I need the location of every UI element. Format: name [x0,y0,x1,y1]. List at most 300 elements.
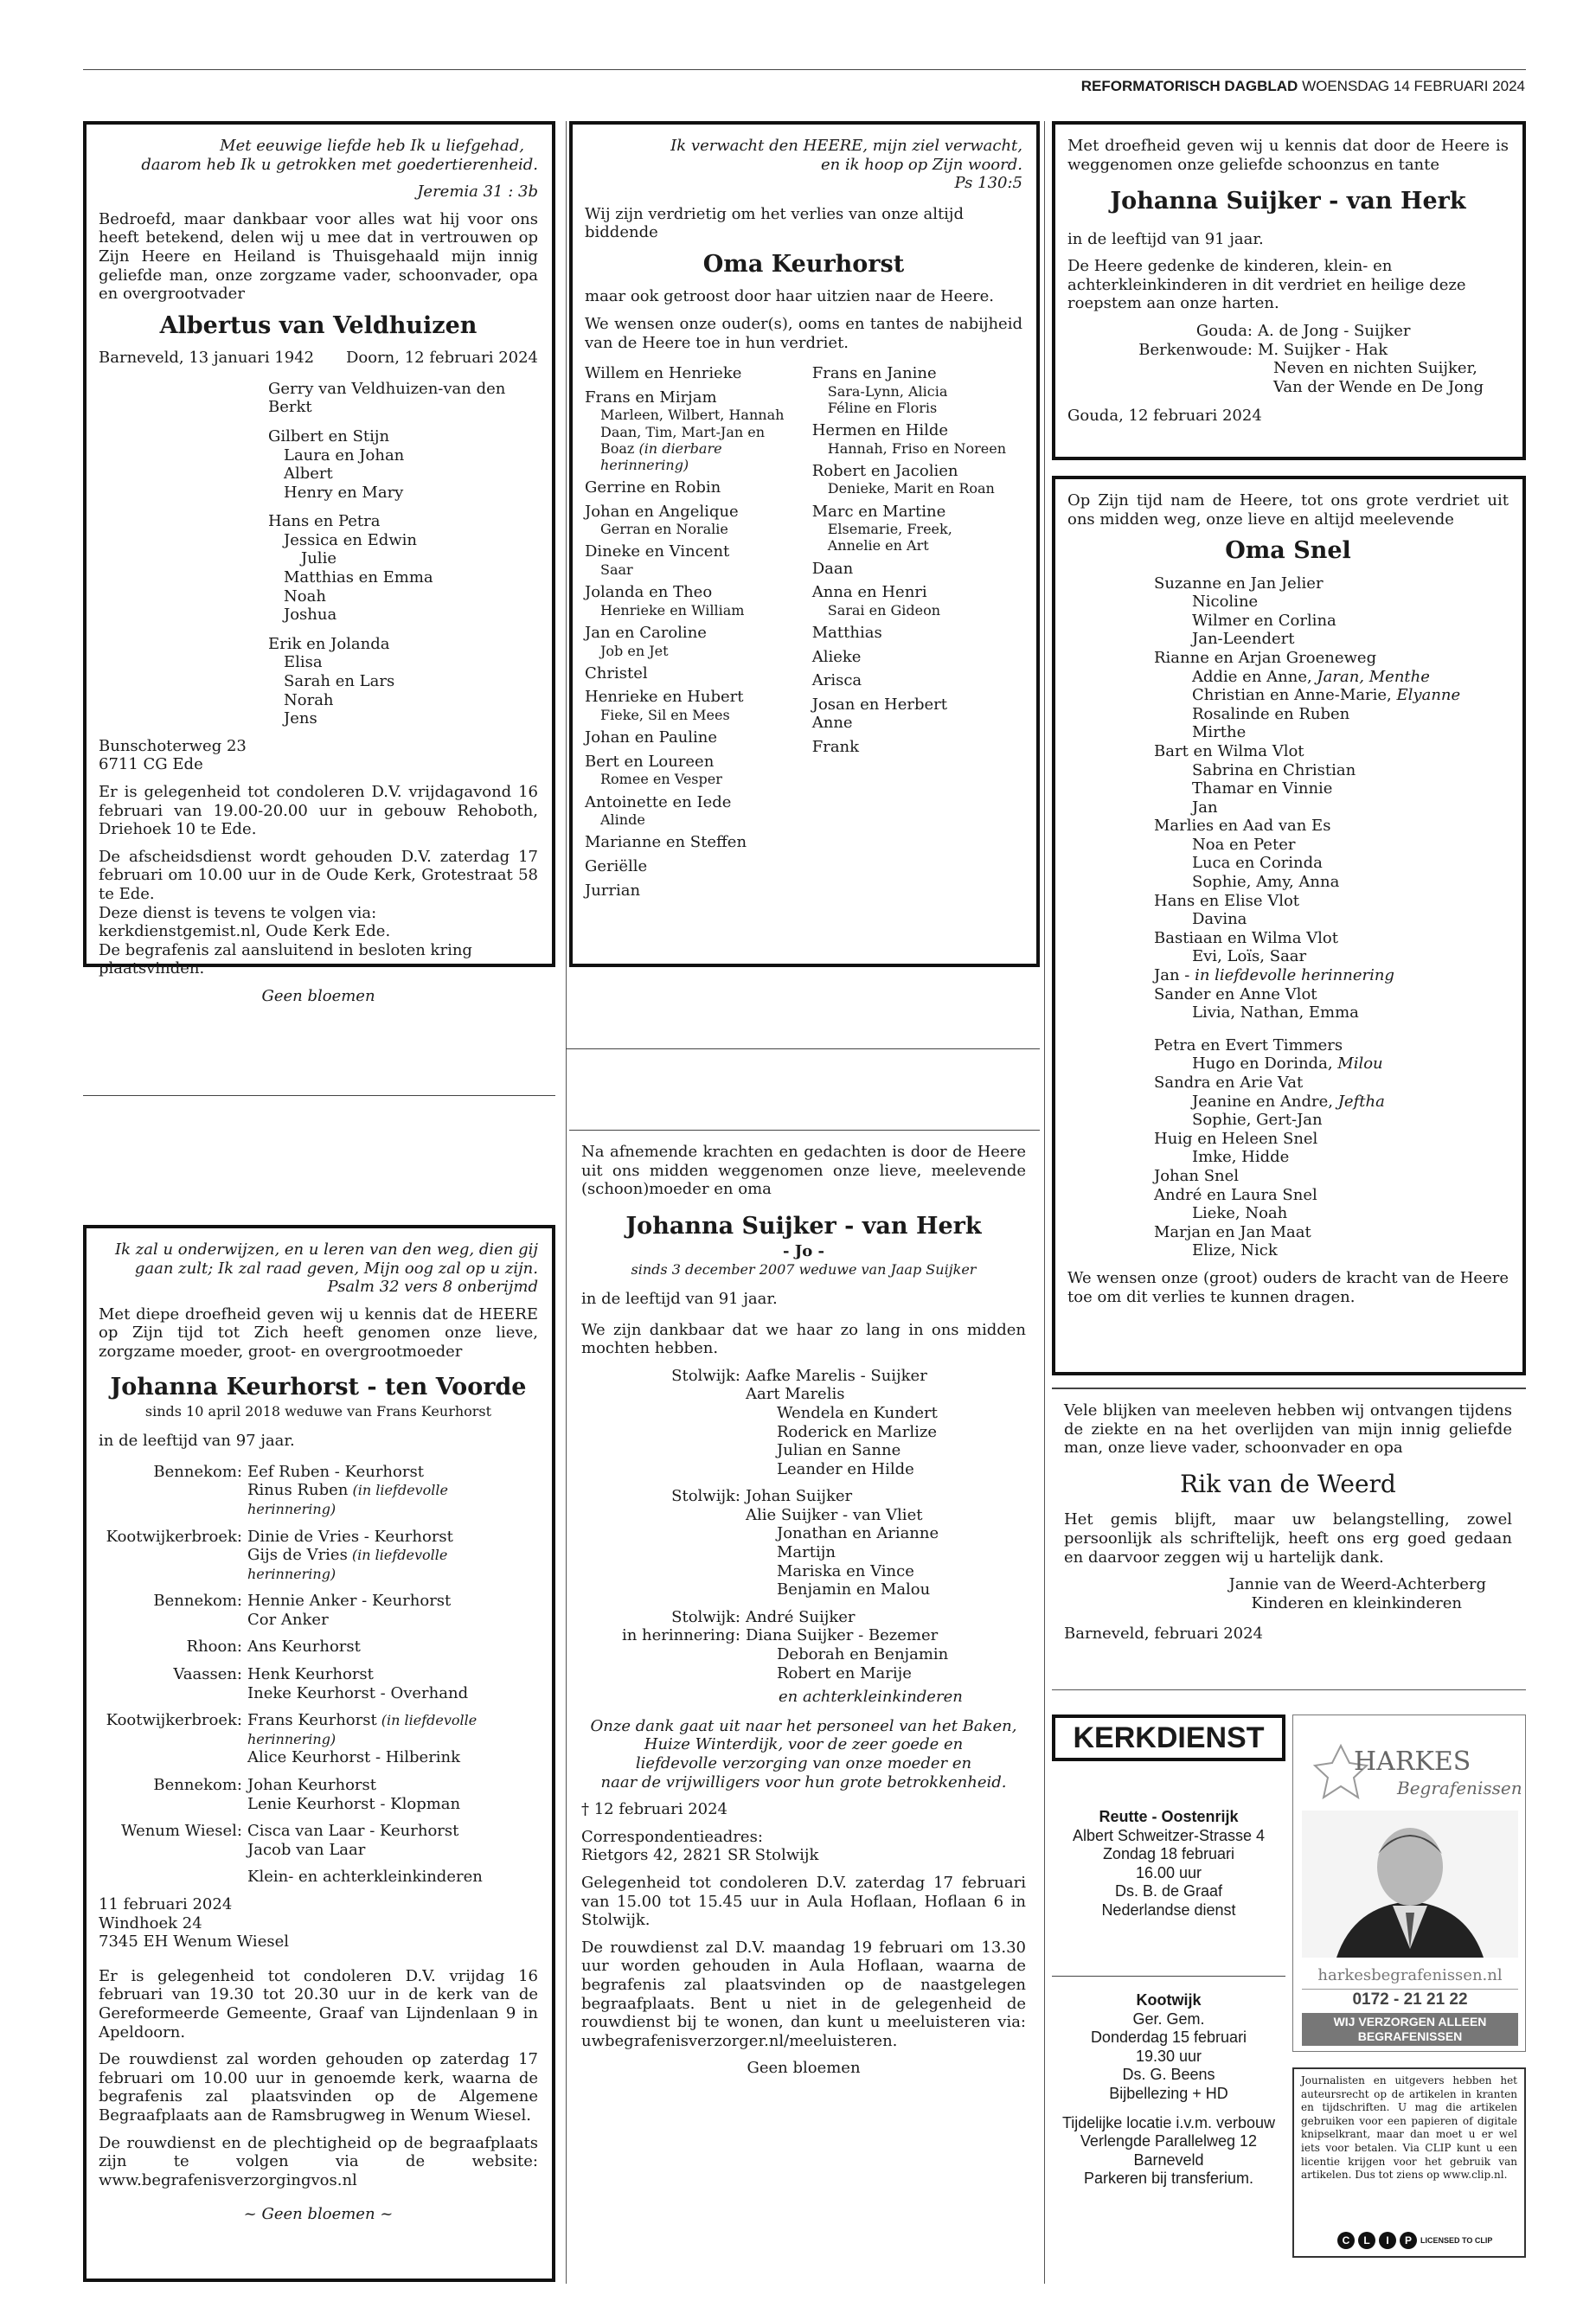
column-divider [566,121,567,2284]
slogan-line: BEGRAFENISSEN [1357,2029,1463,2043]
death-date: † 12 februari 2024 [581,1800,728,1819]
family-place [581,1506,746,1525]
family-name: Dinie de Vries - Keurhorst [247,1527,453,1546]
family-member: Imke, Hidde [1192,1148,1290,1167]
family-note: (in liefdevolle herinnering) [247,1712,478,1747]
family-row [581,1367,1026,1386]
family-member: Jurrian [585,881,641,900]
family-row [1067,359,1509,378]
service-line: Bijbellezing + HD [1109,2084,1228,2102]
condolence-text: Er is gelegenheid tot condoleren D.V. vrijdagavond 16 februari van 19.00-20.00 uur in gebouw Rehoboth, Driehoek 10 te Ede. [99,783,538,839]
family-name: Gijs de Vries (in liefdevolle herinnering) [247,1546,448,1582]
widow-text: sinds 3 december 2007 weduwe van Jaap Suijker [631,1260,977,1278]
family-row [581,1626,1026,1645]
family-note: (in dierbare herinnering) [600,439,722,473]
family-member: Elsemarie, Freek, [827,521,952,538]
family-place: Kootwijkerbroek: [106,1527,242,1546]
condolence-text: Er is gelegenheid tot condoleren D.V. vrijdag 16 februari van 19.30 tot 20.30 uur in de kerk van de Gereformeerde Gemeente, Graaf van Lijndenlaan 9 in Apeldoorn. [99,1966,538,2041]
clip-c-icon: C [1337,2232,1355,2249]
page-header [1081,78,1525,95]
clip-p-icon: P [1400,2232,1417,2249]
clip-l-icon: L [1358,2232,1375,2249]
intro-text: Wij zijn verdrietig om het verlies van onze altijd biddende [585,204,965,242]
family-place: Wenum Wiesel: [121,1822,242,1841]
family-member: Julie [301,549,337,568]
family-row [99,1528,538,1547]
family-member: Henrieke en Hubert [585,688,744,707]
family-member: Gerry van Veldhuizen-van den Berkt [268,379,506,417]
family-list [581,1367,1026,1683]
family-note: Jeftha [1332,1092,1385,1111]
family-row [1067,378,1509,397]
staff-thanks: liefdevolle verzorging van onze moeder en [635,1754,972,1773]
family-member: Dineke en Vincent [585,542,730,561]
family-member: Davina [1192,910,1247,929]
family-place [581,1664,746,1683]
deceased-name: Albertus van Veldhuizen [159,311,478,339]
deceased-name: Johanna Suijker - van Herk [1110,188,1466,215]
family-row [581,1608,1026,1627]
family-name: Neven en nichten Suijker, [1273,359,1477,378]
clip-licensed: LICENSED TO CLIP [1420,2235,1493,2245]
family-name: Lenie Keurhorst - Klopman [247,1794,461,1813]
family-member: Saar [600,561,633,579]
comfort-text: maar ook getroost door haar uitzien naar de Heere. [585,287,994,306]
family-name: Julian en Sanne [777,1441,901,1460]
family-member: Alieke [811,647,862,666]
family-column [585,364,812,900]
family-name: Martijn [777,1543,836,1562]
family-member: Mirthe [1192,723,1247,742]
family-place: Stolwijk: [671,1366,740,1385]
family-row [99,1822,538,1841]
family-name: Klein- en achterkleinkinderen [247,1868,483,1887]
family-member: Marlies en Aad van Es [1154,817,1331,836]
family-row [581,1506,1026,1525]
family-place [581,1404,746,1423]
service-line: Nederlandse dienst [1101,1900,1236,1919]
family-place: Kootwijkerbroek: [106,1711,242,1730]
thanks-text: Het gemis blijft, maar uw belangstelling, zowel persoonlijk als schriftelijk, heeft ons erg goed gedaan en daarvoor zeggen wij u hartelijk dank. [1064,1510,1512,1567]
address: Windhoek 24 [99,1913,202,1932]
family-member: Boaz (in dierbare herinnering) [600,439,722,473]
verse-ref: Ps 130:5 [954,174,1022,193]
intro-text: Op Zijn tijd nam de Heere, tot ons grote verdriet uit ons midden weg, onze lieve en altijd meelevende [1067,491,1509,529]
family-member: Petra en Evert Timmers [1154,1035,1343,1054]
harkes-slogan [1302,2013,1518,2046]
column-divider [1044,121,1045,2284]
family-member: Bastiaan en Wilma Vlot [1154,928,1338,947]
family-member: Elize, Nick [1192,1241,1278,1260]
stream-text: Deze dienst is tevens te volgen via: kerkdienstgemist.nl, Oude Kerk Ede. [99,903,391,941]
family-member: Lieke, Noah [1192,1204,1288,1223]
birth-date: Barneveld, 13 januari 1942 [99,349,315,368]
family-member: Bart en Wilma Vlot [1154,741,1304,760]
wish-text: We wensen onze ouder(s), ooms en tantes de nabijheid van de Heere toe in hun verdriet. [585,314,1022,352]
family-member: Albert [284,465,333,484]
verse: Met eeuwige liefde heb Ik u liefgehad, [220,137,524,155]
age-text: in de leeftijd van 97 jaar. [99,1432,295,1451]
flowers-note: ~ Geen bloemen ~ [243,2205,394,2224]
family-member: Sarah en Lars [284,672,395,691]
family-name: A. de Jong - Suijker [1258,321,1411,340]
family-member: Denieke, Marit en Roan [827,480,995,497]
harkes-phone: 0172 - 21 21 22 [1352,1990,1468,2009]
family-place: in herinnering: [621,1626,740,1645]
notice-albertus-van-veldhuizen [83,121,555,1005]
family-name: M. Suijker - Hak [1258,340,1388,359]
divider [1052,1976,1285,1977]
address: Bunschoterweg 23 [99,736,247,755]
paper-name: REFORMATORISCH DAGBLAD [1080,78,1298,94]
family-member: Rosalinde en Ruben [1192,704,1350,723]
family-member: Jan [1192,798,1218,817]
family-member: Job en Jet [600,642,669,659]
family-place [581,1562,746,1581]
family-row [581,1580,1026,1599]
family-note: (in liefdevolle herinnering) [247,1547,448,1582]
family-member: Geriëlle [585,856,648,875]
family-row [581,1543,1026,1562]
family-name: Benjamin en Malou [777,1580,931,1599]
family-name: Eef Ruben - Keurhorst [247,1462,424,1481]
family-member: Marjan en Jan Maat [1154,1222,1311,1241]
family-member: Jan-Leendert [1192,630,1295,649]
family-row [581,1404,1026,1423]
family-member: Noah [284,586,326,606]
family-place [581,1580,746,1599]
family-member: Sophie, Gert-Jan [1192,1111,1323,1130]
family-member: Sandra en Arie Vat [1154,1074,1304,1093]
family-list [99,1463,538,1887]
family-row [581,1562,1026,1581]
family-name: Jonathan en Arianne [777,1524,939,1543]
header-rule [83,69,1526,70]
family-row [99,1611,538,1630]
deceased-name: Oma Snel [1225,537,1351,565]
intro-text: Met diepe droefheid geven wij u kennis dat de HEERE op Zijn tijd tot Zich heeft genomen onze lieve, zorgzame moeder, groot- en overgrootmoeder [99,1304,538,1361]
family-place: Stolwijk: [671,1487,740,1506]
place-date: Barneveld, februari 2024 [1064,1625,1264,1644]
flowers-note: Geen bloemen [261,986,375,1005]
family-place [99,1748,247,1767]
condolence-text: Gelegenheid tot condoleren D.V. zaterdag 17 februari van 15.00 tot 15.45 uur in Aula Hoflaan, Hoflaan 6 in Stolwijk. [581,1873,1026,1930]
family-member: Robert en Jacolien [811,461,958,480]
family-member: Christian en Anne-Marie, Elyanne [1192,686,1461,705]
family-place [581,1423,746,1442]
family-member: Fieke, Sil en Mees [600,706,730,723]
family-name: Cor Anker [247,1610,329,1629]
family-name: Alie Suijker - van Vliet [746,1505,923,1524]
family-name: Hennie Anker - Keurhorst [247,1592,452,1611]
family-member: Noa en Peter [1192,835,1296,854]
family-member: Joshua [284,606,337,625]
family-place [99,1684,247,1703]
family-note: Jaran, Menthe [1311,667,1430,686]
paper-date: WOENSDAG 14 FEBRUARI 2024 [1302,78,1525,94]
service-line: Ds. B. de Graaf [1114,1882,1223,1900]
verse: gaan zult; Ik zal raad geven, Mijn oog zal op u zijn. [134,1259,538,1278]
family-member: Antoinette en Iede [585,792,732,811]
deceased-name: Oma Keurhorst [702,250,905,278]
service-line: 19.30 uur [1135,2047,1202,2065]
family-member: Frans en Mirjam [585,388,717,407]
family-member: Hannah, Friso en Noreen [827,439,1007,457]
family-name: Ineke Keurhorst - Overhand [247,1683,469,1702]
family-place [99,1481,247,1518]
family-name: Henk Keurhorst [247,1665,374,1684]
burial-text: De begrafenis zal aansluitend in besloten kring plaatsvinden. [99,940,472,978]
family-place: Gouda: [1195,321,1253,340]
family-member: Jeanine en Andre, Jeftha [1192,1092,1385,1111]
service-line: 16.00 uur [1135,1863,1202,1881]
family-note: (in liefdevolle herinnering) [247,1482,448,1517]
family-row [1067,322,1509,341]
notice-johanna-suijker-family [1052,121,1526,460]
address: 6711 CG Ede [99,755,203,774]
family-place [99,1868,247,1887]
family-name: Leander en Hilde [777,1459,914,1478]
grandchildren-text: en achterkleinkinderen [779,1688,963,1707]
family-place: Rhoon: [186,1638,242,1657]
verse-ref: Psalm 32 vers 8 onberijmd [327,1278,538,1297]
family-list [99,380,538,728]
family-place [99,1841,247,1860]
family-note: Elyanne [1391,686,1461,705]
service-line: Tijdelijke locatie i.v.m. verbouw [1061,2113,1276,2131]
death-date: Doorn, 12 februari 2024 [345,349,538,368]
family-place [99,1611,247,1630]
signature: Jannie van de Weerd-Achterberg [1228,1575,1486,1594]
family-member: Gerran en Noralie [600,521,728,538]
harkes-logo-sub: Begrafenissen [1397,1778,1522,1798]
family-member: Hans en Petra [268,512,381,531]
family-member: Addie en Anne, Jaran, Menthe [1192,667,1430,686]
verse: daarom heb Ik u getrokken met goedertierenheid. [141,155,538,174]
slogan-line: WIJ VERZORGEN ALLEEN [1333,2015,1487,2029]
family-member: Sander en Anne Vlot [1154,984,1317,1003]
thanks-text: We zijn dankbaar dat we haar zo lang in ons midden mochten hebben. [581,1320,1026,1358]
family-row [99,1748,538,1767]
harkes-ad [1292,1715,1526,2052]
family-name: Diana Suijker - Bezemer [746,1626,939,1645]
family-name: Ans Keurhorst [247,1638,361,1657]
family-member: Sophie, Amy, Anna [1192,873,1340,892]
family-name: Van der Wende en De Jong [1273,377,1484,396]
clip-logo [1337,2232,1492,2249]
family-member: Daan [811,559,854,578]
family-name: Johan Keurhorst [247,1776,377,1795]
family-place: Bennekom: [153,1462,242,1481]
family-member: Marc en Martine [811,502,946,521]
family-member: Marianne en Steffen [585,833,747,852]
family-member: Hans en Elise Vlot [1154,891,1300,910]
family-member: Jens [284,709,317,728]
family-member: Jan - in liefdevolle herinnering [1154,966,1394,985]
family-member: Jan en Caroline [585,624,707,643]
family-name: Aart Marelis [746,1385,845,1404]
family-member: Bert en Loureen [585,752,715,771]
address: 7345 EH Wenum Wiesel [99,1932,289,1952]
family-member: Willem en Henrieke [585,364,742,383]
family-member: Sarai en Gideon [827,601,941,619]
family-member: Sabrina en Christian [1192,760,1356,779]
service-line: Verlengde Parallelweg 12 [1080,2132,1258,2150]
family-member: Henry en Mary [284,483,404,502]
family-row [99,1795,538,1814]
family-member: Nicoline [1192,593,1259,612]
family-note: in liefdevolle herinnering [1189,966,1394,985]
family-member: Matthias [811,624,882,643]
family-member: Johan Snel [1154,1166,1240,1185]
divider [83,1095,555,1096]
family-member: Suzanne en Jan Jelier [1154,574,1324,593]
staff-thanks: Onze dank gaat uit naar het personeel van het Baken, [590,1716,1017,1735]
deceased-name: Johanna Suijker - van Herk [625,1212,982,1240]
family-member: Daan, Tim, Mart-Jan en [600,423,766,440]
family-member: Matthias en Emma [284,568,433,587]
family-member: Alinde [600,811,645,829]
harkes-url[interactable]: harkesbegrafenissen.nl [1302,1966,1518,1990]
family-name: Aafke Marelis - Suijker [746,1366,927,1385]
family-row [581,1441,1026,1460]
family-name: André Suijker [746,1607,856,1626]
stream-text: De rouwdienst en de plechtigheid op de begraafplaats zijn te volgen via de website: www.begrafenisverzorgingvos.nl [99,2133,538,2189]
family-member: Elisa [284,653,323,672]
family-member: Jessica en Edwin [284,530,418,549]
family-row [99,1841,538,1860]
address: Rietgors 42, 2821 SR Stolwijk [581,1846,819,1865]
verse: Ik verwacht den HEERE, mijn ziel verwacht, [670,137,1022,155]
family-name: Deborah en Benjamin [777,1645,949,1664]
family-name: Mariska en Vince [777,1561,914,1580]
verse-ref: Jeremia 31 : 3b [417,183,538,202]
family-member: Johan en Angelique [585,502,739,521]
family-member: Rianne en Arjan Groeneweg [1154,648,1377,667]
family-member: Josan en Herbert [811,695,948,714]
family-place [581,1524,746,1543]
deceased-name: Rik van de Weerd [1180,1469,1396,1498]
family-row [99,1711,538,1748]
family-member: Livia, Nathan, Emma [1192,1003,1359,1022]
family-row [99,1638,538,1657]
family-place [581,1441,746,1460]
family-name: Wendela en Kundert [777,1403,938,1422]
family-name: Frans Keurhorst (in liefdevolle herinnering) [247,1711,478,1747]
wish-text: We wensen onze (groot) ouders de kracht van de Heere toe om dit verlies te kunnen dragen. [1067,1268,1509,1306]
notice-oma-snel [1052,476,1526,1375]
family-name: Jacob van Laar [247,1840,366,1859]
staff-thanks: naar de vrijwilligers voor hun grote betrokkenheid. [600,1772,1007,1791]
intro-text: Bedroefd, maar dankbaar voor alles wat hij voor ons heeft betekend, delen wij u mee dat in vertrouwen op Zijn Heere en Heiland is Thuisgehaald mijn innig geliefde man, onze zorgzame vader, schoonvader, opa en overgrootvader [99,209,538,304]
family-row [99,1592,538,1611]
clip-text: Journalisten en uitgevers hebben het auteursrecht op de artikelen in kranten en tijdschriften. U mag die artikelen gebruiken voor een papieren of digitale knipselkrant, maar dan moet u er wel iets voor betalen. Via CLIP kunt u een licentie krijgen voor het gebruik van artikelen. Dus tot ziens op www.clip.nl. [1301,2074,1517,2182]
family-name: Johan Suijker [746,1487,853,1506]
family-row [99,1665,538,1684]
service-line: Parkeren bij transferium. [1083,2170,1254,2188]
family-member: Christel [585,663,648,683]
intro-text: Vele blijken van meeleven hebben wij ontvangen tijdens de ziekte en na het overlijden van mijn innig geliefde man, onze lieve vader, schoonvader en opa [1064,1401,1512,1458]
deceased-name: Johanna Keurhorst - ten Voorde [110,1373,527,1400]
staff-thanks: Huize Winterdijk, voor de zeer goede en [644,1735,964,1754]
family-place: Stolwijk: [671,1607,740,1626]
thanks-rik-van-de-weerd [1052,1388,1526,1690]
signature: Kinderen en kleinkinderen [1251,1593,1462,1612]
family-member: Annelie en Art [827,537,929,554]
family-row [1067,341,1509,360]
family-member: Arisca [811,671,862,690]
family-place: Berkenwoude: [1138,340,1253,359]
service-line [1052,2104,1285,2114]
family-row [99,1463,538,1482]
family-row [581,1460,1026,1479]
family-member: Frank [811,737,860,756]
family-member: Erik en Jolanda [268,634,390,653]
family-place [99,1546,247,1583]
family-row [99,1868,538,1887]
family-list [1067,322,1509,396]
family-column [812,364,1022,900]
family-member: Anne [811,714,853,733]
family-name: Roderick en Marlize [777,1422,938,1441]
family-row [99,1776,538,1795]
family-member: Jolanda en Theo [585,583,713,602]
clip-i-icon: I [1379,2232,1396,2249]
verse: Ik zal u onderwijzen, en u leren van den weg, dien gij [115,1240,538,1259]
family-row [581,1423,1026,1442]
correspondence-label: Correspondentieadres: [581,1827,763,1846]
intro-text: Na afnemende krachten en gedachten is door de Heere uit ons midden weggenomen onze lieve, meelevende (schoon)moeder en oma [581,1143,1026,1199]
family-row [581,1524,1026,1543]
family-member: Johan en Pauline [585,728,718,747]
nickname: - Jo - [783,1242,824,1261]
family-member: Huig en Heleen Snel [1154,1129,1318,1148]
service-text: De rouwdienst zal worden gehouden op zaterdag 17 februari om 10.00 uur in genoemde kerk, waarna de begrafenis zal plaatsvinden op de Algemene Begraafplaats aan de Ramsbrugweg in Wenum Wiesel. [99,2050,538,2125]
service-line: Ds. G. Beens [1122,2066,1215,2084]
family-place [581,1385,746,1404]
place-date: Gouda, 12 februari 2024 [1067,407,1262,426]
family-member: Sara-Lynn, Alicia [827,382,948,400]
family-member: Gerrine en Robin [585,478,721,497]
family-member: Frans en Janine [811,364,937,383]
family-place [581,1460,746,1479]
family-place [1067,359,1258,378]
family-place: Bennekom: [153,1776,242,1795]
portrait-photo [1302,1811,1518,1958]
service-line: Ger. Gem. [1132,2009,1205,2028]
notice-oma-keurhorst [569,121,1040,967]
notice-johanna-suijker [569,1130,1040,2279]
family-member: Hugo en Dorinda, Milou [1192,1054,1383,1074]
divider [566,1048,1040,1049]
intro-text: Met droefheid geven wij u kennis dat door de Heere is weggenomen onze geliefde schoonzus en tante [1067,137,1509,174]
family-member: Anna en Henri [811,583,927,602]
kerkdienst-title: KERKDIENST [1052,1715,1285,1761]
verse: en ik hoop op Zijn woord. [820,155,1022,174]
family-row [99,1684,538,1703]
service-kootwijk [1052,1991,1285,2189]
family-member: Gilbert en Stijn [268,426,390,445]
family-member: Romee en Vesper [600,771,722,788]
family-place: Bennekom: [153,1592,242,1611]
family-row [581,1385,1026,1404]
family-member: André en Laura Snel [1154,1185,1317,1204]
family-name: Cisca van Laar - Keurhorst [247,1822,459,1841]
service-line: Zondag 18 februari [1102,1845,1235,1863]
family-row [581,1645,1026,1664]
family-name: Robert en Marije [777,1663,912,1682]
clip-notice [1292,2067,1526,2258]
